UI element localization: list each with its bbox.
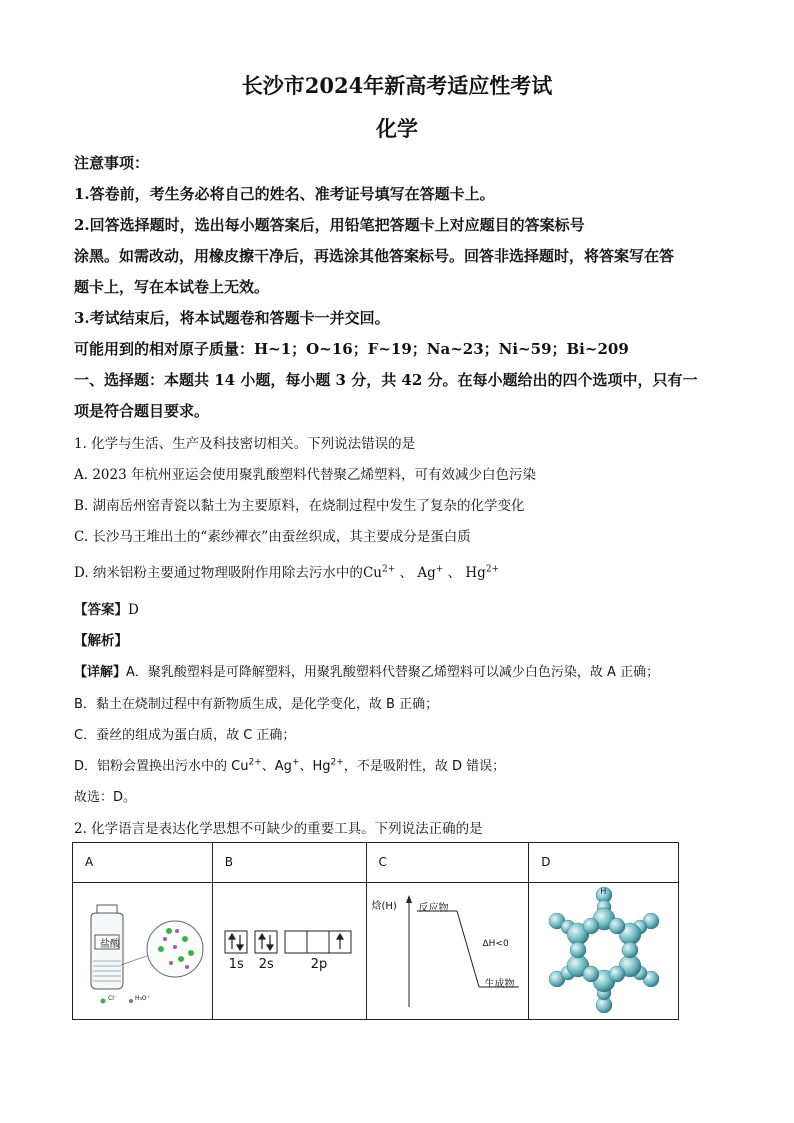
q2-option-b-figure (212, 883, 366, 1020)
q1-conclusion: 故选：D。 (74, 790, 137, 805)
q2-option-d-figure (529, 883, 679, 1020)
q1-option-c: C. 长沙马王堆出土的“素纱襌衣”由蚕丝织成，其主要成分是蛋白质 (74, 529, 471, 545)
exam-title: 长沙市2024年新高考适应性考试 (241, 73, 553, 98)
q2-stem: 2. 化学语言是表达化学思想不可缺少的重要工具。下列说法正确的是 (74, 821, 483, 837)
q1-option-a: A. 2023 年杭州亚运会使用聚乳酸塑料代替聚乙烯塑料，可有效减少白色污染 (74, 467, 536, 483)
legend-chloride: Cl⁻ (108, 995, 118, 1002)
bottle-label: 盐酸 (100, 939, 120, 950)
h-atom-label: H (600, 887, 607, 896)
q1-option-d: D. 纳米铝粉主要通过物理吸附作用除去污水中的$Cu^{2+}$ 、 Ag+ 、 $Hg^{2+}$ (74, 564, 500, 581)
q1-detail-b: B．黏土在烧制过程中有新物质生成，是化学变化，故 B 正确； (74, 697, 439, 712)
reactant-label: 反应物 (418, 903, 449, 914)
q1-option-d-text: D. 纳米铝粉主要通过物理吸附作用除去污水中的 (74, 565, 363, 581)
orbital-2p: 2p (310, 957, 328, 972)
q2-header-b: B (212, 843, 366, 883)
atomic-masses: 可能用到的相对原子质量：H~1；O~16；F~19；Na~23；Ni~59；Bi~209 (74, 340, 629, 358)
section-heading-cont: 项是符合题目要求。 (74, 402, 210, 420)
q1-detail-a: 【详解】A．聚乳酸塑料是可降解塑料，用聚乳酸塑料代替聚乙烯塑料可以减少白色污染，故 A 正确； (74, 665, 660, 680)
orbital-2s: 2s (258, 957, 274, 972)
q2-option-c-figure (366, 883, 529, 1020)
q2-option-a-figure (73, 883, 213, 1020)
q2-header-a: A (73, 843, 213, 883)
q1-detail-c: C．蚕丝的组成为蛋白质，故 C 正确； (74, 728, 296, 743)
q1-answer: 【答案】D (74, 602, 139, 618)
legend-hydronium: H₃O⁺ (135, 995, 150, 1002)
q1-stem: 1. 化学与生活、生产及科技密切相关。下列说法错误的是 (74, 436, 416, 452)
notice-item-2-end: 题卡上，写在本试卷上无效。 (74, 278, 270, 296)
delta-h-label: ΔH<0 (482, 939, 509, 949)
enthalpy-axis-label: 焓(H) (371, 901, 397, 912)
orbital-1s: 1s (228, 957, 244, 972)
q1-detail-d: D．铝粉会置换出污水中的 $Cu^{2+}$、Ag+、$Hg^{2+}$，不是吸附性，故 D 错误； (74, 757, 506, 774)
molecule-model (529, 883, 679, 1019)
notice-item-2: 2.回答选择题时，选出每小题答案后，用铅笔把答题卡上对应题目的答案标号 (74, 216, 585, 234)
q2-options-table (72, 842, 679, 1020)
notice-item-2-cont: 涂黑。如需改动，用橡皮擦干净后，再选涂其他答案标号。回答非选择题时，将答案写在答 (74, 247, 675, 265)
notice-item-3: 3.考试结束后，将本试题卷和答题卡一并交回。 (74, 309, 390, 327)
section-heading: 一、选择题：本题共 14 小题，每小题 3 分，共 42 分。在每小题给出的四个选项中，只有一 (74, 371, 698, 389)
orbital-diagram (213, 883, 367, 1019)
q2-header-c: C (366, 843, 529, 883)
q2-header-d: D (529, 843, 679, 883)
notice-heading: 注意事项： (74, 154, 150, 172)
q1-analysis-label: 【解析】 (74, 633, 128, 649)
subject-title: 化学 (376, 116, 418, 141)
q1-option-b: B. 湖南岳州窑青瓷以黏土为主要原料，在烧制过程中发生了复杂的化学变化 (74, 498, 525, 514)
product-label: 生成物 (484, 979, 515, 990)
notice-item-1: 1.答卷前，考生务必将自己的姓名、准考证号填写在答题卡上。 (74, 185, 495, 203)
